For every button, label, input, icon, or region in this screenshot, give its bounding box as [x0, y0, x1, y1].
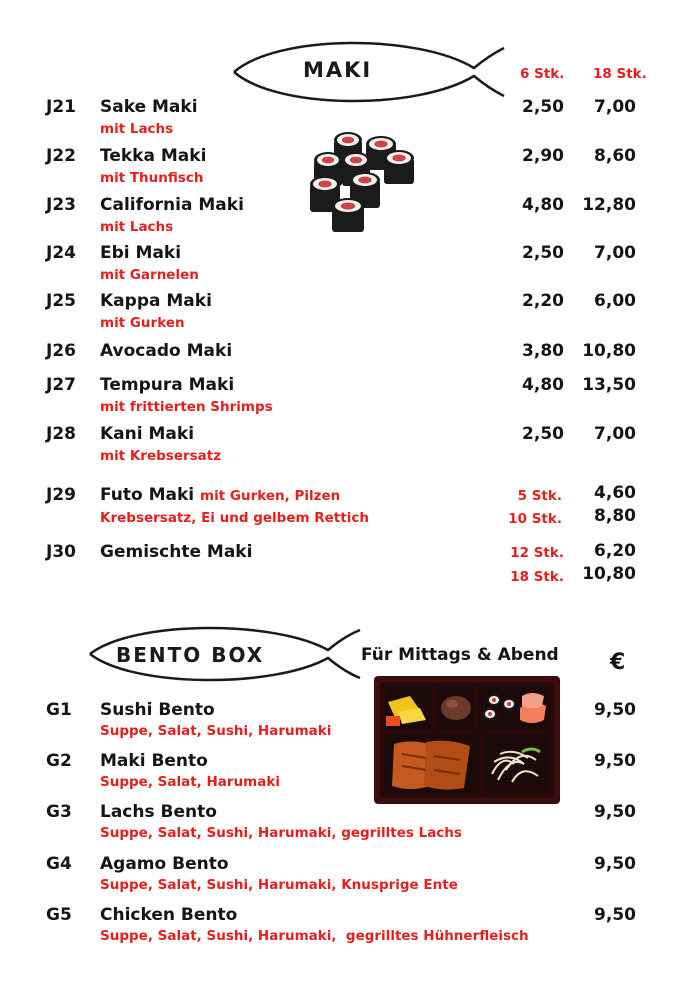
item-desc: mit Gurken [100, 315, 185, 331]
price-18: 7,00 [594, 424, 636, 444]
item-name: Chicken Bento [100, 905, 238, 925]
item-code: G4 [46, 854, 72, 874]
item-name: Kappa Maki [100, 291, 212, 311]
maki-title: MAKI [303, 58, 373, 82]
item-desc: Suppe, Salat, Sushi, Harumaki, Knusprige Ente [100, 877, 458, 893]
col-header-18: 18 Stk. [593, 66, 647, 82]
item-code: G1 [46, 700, 72, 720]
price: 6,20 [594, 541, 636, 561]
item-desc: Suppe, Salat, Sushi, Harumaki, gegrilltes Lachs [100, 825, 462, 841]
price-6: 2,90 [522, 146, 564, 166]
price-6: 2,20 [522, 291, 564, 311]
price: 9,50 [594, 751, 636, 771]
price-6: 2,50 [522, 97, 564, 117]
qty-label: 12 Stk. [510, 545, 564, 561]
item-name: Kani Maki [100, 424, 195, 444]
item-desc: mit Lachs [100, 121, 174, 137]
price-18: 6,00 [594, 291, 636, 311]
bento-title: BENTO BOX [116, 643, 265, 667]
item-desc: mit Thunfisch [100, 170, 204, 186]
maki-rolls-image [306, 130, 424, 238]
item-name: Agamo Bento [100, 854, 229, 874]
item-desc: Suppe, Salat, Harumaki [100, 774, 280, 790]
item-code: G5 [46, 905, 72, 925]
item-desc: Suppe, Salat, Sushi, Harumaki, gegrilltes Hühnerfleisch [100, 928, 529, 944]
item-name: Ebi Maki [100, 243, 182, 263]
item-desc: mit frittierten Shrimps [100, 399, 273, 415]
price-18: 7,00 [594, 97, 636, 117]
price-18: 12,80 [582, 195, 636, 215]
price-6: 4,80 [522, 375, 564, 395]
qty-label: 5 Stk. [517, 488, 562, 504]
qty-label: 18 Stk. [510, 569, 564, 585]
price-6: 3,80 [522, 341, 564, 361]
item-code: J26 [46, 341, 76, 361]
price-6: 2,50 [522, 243, 564, 263]
bento-subtitle: Für Mittags & Abend [361, 645, 559, 665]
item-name: Avocado Maki [100, 341, 233, 361]
price: 9,50 [594, 905, 636, 925]
item-name: Lachs Bento [100, 802, 217, 822]
price: 9,50 [594, 854, 636, 874]
item-desc-line2: Krebsersatz, Ei und gelbem Rettich [100, 510, 369, 526]
item-code: J27 [46, 375, 76, 395]
item-code: J28 [46, 424, 76, 444]
item-name: Gemischte Maki [100, 542, 253, 562]
item-code: J29 [46, 485, 76, 505]
item-code: J22 [46, 146, 76, 166]
price-18: 7,00 [594, 243, 636, 263]
item-name: Maki Bento [100, 751, 208, 771]
bento-box-image [372, 674, 562, 806]
col-header-6: 6 Stk. [520, 66, 565, 82]
item-code: J23 [46, 195, 76, 215]
item-code: J24 [46, 243, 76, 263]
item-name: Tekka Maki [100, 146, 207, 166]
item-desc: mit Gurken, Pilzen [200, 488, 341, 504]
item-code: J21 [46, 97, 76, 117]
qty-label: 10 Stk. [508, 511, 562, 527]
item-name: Futo Maki mit Gurken, Pilzen [100, 485, 341, 505]
price-6: 2,50 [522, 424, 564, 444]
price: 9,50 [594, 802, 636, 822]
price: 9,50 [594, 700, 636, 720]
price-18: 10,80 [582, 341, 636, 361]
item-code: J25 [46, 291, 76, 311]
price: 8,80 [594, 506, 636, 526]
item-code: G2 [46, 751, 72, 771]
price-18: 13,50 [582, 375, 636, 395]
item-name: Sake Maki [100, 97, 198, 117]
item-code: G3 [46, 802, 72, 822]
price-6: 4,80 [522, 195, 564, 215]
item-desc: Suppe, Salat, Sushi, Harumaki [100, 723, 332, 739]
item-desc: mit Lachs [100, 219, 174, 235]
item-name: Sushi Bento [100, 700, 215, 720]
item-name: California Maki [100, 195, 244, 215]
item-code: J30 [46, 542, 76, 562]
price-18: 8,60 [594, 146, 636, 166]
price: 4,60 [594, 483, 636, 503]
currency-symbol: € [610, 650, 626, 675]
price: 10,80 [582, 564, 636, 584]
item-desc: mit Garnelen [100, 267, 199, 283]
item-desc: mit Krebsersatz [100, 448, 222, 464]
item-name: Tempura Maki [100, 375, 235, 395]
